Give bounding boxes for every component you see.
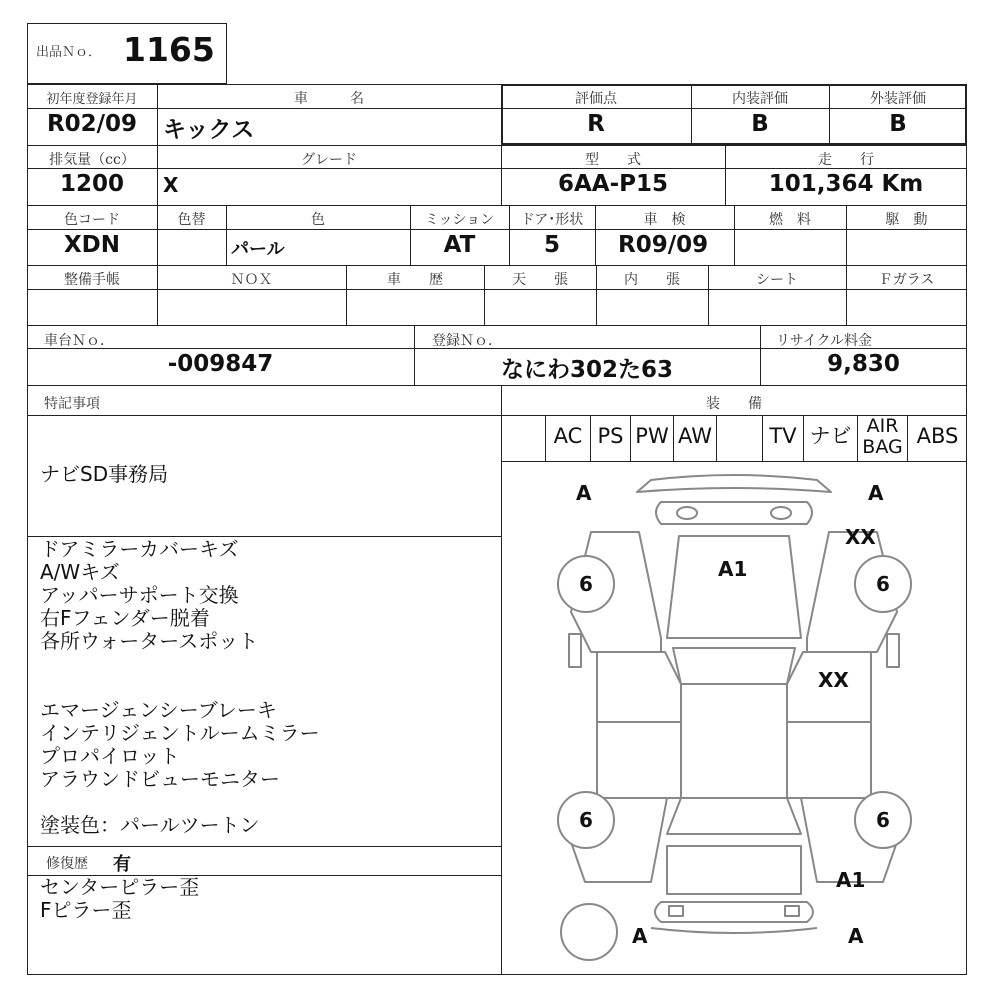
damage-mark: A — [868, 481, 884, 505]
equipment-cell — [630, 415, 673, 461]
notes-line: アラウンドビューモニター — [40, 767, 280, 791]
equipment-item: TV — [769, 424, 797, 448]
first-reg-label: 初年度登録年月 — [46, 92, 138, 107]
front-emblem-left — [677, 507, 697, 519]
equipment-item: AIR BAG — [862, 415, 903, 458]
equipment-cell — [545, 415, 590, 461]
equipment-cell — [762, 415, 803, 461]
equipment-item: PS — [597, 424, 624, 448]
equipment-item: PW — [635, 424, 669, 448]
damage-mark: A — [848, 924, 864, 948]
recycle-label: リサイクル料金 — [776, 333, 873, 349]
notes-label: 特記事項 — [44, 396, 100, 412]
fglass-label: Ｆガラス — [878, 272, 935, 288]
right-rear-door — [787, 722, 871, 798]
notes-top: ナビSD事務局 — [40, 462, 169, 486]
mileage-value: 101,364 Km — [768, 171, 924, 197]
notes-line: インテリジェントルームミラー — [40, 721, 320, 745]
windshield-outline — [673, 648, 795, 684]
grade-value: X — [163, 173, 179, 197]
seat-label: シート — [756, 272, 798, 288]
history-label: 車 歴 — [387, 272, 443, 288]
right-mirror — [887, 634, 899, 667]
rear-window — [667, 798, 801, 834]
car-name-label: 車 名 — [294, 91, 364, 107]
grade-score-value: R — [587, 111, 605, 137]
damage-mark: A — [576, 481, 592, 505]
equipment-item: ナビ — [809, 424, 852, 448]
damage-mark: A1 — [718, 557, 748, 581]
color-value: パール — [231, 239, 285, 260]
color-label: 色 — [311, 212, 325, 228]
notes-line — [40, 653, 320, 676]
equipment-item: ABS — [916, 424, 959, 448]
lot-box — [27, 23, 227, 84]
repair-value: 有 — [113, 854, 131, 875]
front-grille-outline — [656, 502, 812, 524]
repair-line: センターピラー歪 — [40, 875, 200, 899]
notes-line — [40, 791, 320, 814]
trunk-outline — [667, 846, 801, 894]
notes-line: アッパーサポート交換 — [40, 583, 239, 607]
interior-label: 内装評価 — [732, 91, 788, 107]
exterior-label: 外装評価 — [870, 91, 926, 107]
tire-front-right: 6 — [854, 555, 912, 613]
roof-label: 天 張 — [512, 272, 568, 288]
grade-score-label: 評価点 — [575, 91, 617, 107]
equipment-label: 装 備 — [706, 396, 762, 412]
tire-rear-right: 6 — [854, 791, 912, 849]
equipment-cell — [907, 415, 967, 461]
notes-list — [40, 538, 320, 837]
chassis-value: -009847 — [167, 351, 274, 377]
notes-line: エマージェンシーブレーキ — [40, 698, 277, 722]
displacement-value: 1200 — [59, 171, 124, 197]
notes-line — [40, 676, 320, 699]
mission-value: AT — [443, 232, 476, 258]
model-label: 型 式 — [585, 152, 641, 168]
damage-mark: A — [632, 924, 648, 948]
mileage-label: 走 行 — [818, 152, 874, 168]
repair-label: 修復歴 — [46, 856, 88, 872]
repair-list — [40, 876, 199, 922]
tire-rear-left: 6 — [557, 791, 615, 849]
color-code-value: XDN — [63, 232, 121, 258]
equipment-cell — [590, 415, 630, 461]
front-bumper-outline — [637, 475, 831, 492]
damage-mark: A1 — [836, 868, 866, 892]
notes-line: A/Wキズ — [40, 560, 120, 584]
car-name-value: キックス — [163, 117, 255, 143]
spare-tire — [561, 904, 617, 960]
left-front-door — [597, 652, 681, 722]
door-value: 5 — [543, 232, 560, 258]
equipment-cell — [857, 415, 907, 461]
inspection-label: 車 検 — [643, 212, 686, 228]
model-value: 6AA-P15 — [557, 171, 668, 197]
color-code-label: 色コード — [64, 212, 120, 228]
recycle-value: 9,830 — [827, 351, 900, 377]
nox-label: ＮＯＸ — [230, 272, 273, 288]
notes-line: ドアミラーカバーキズ — [40, 537, 239, 561]
equipment-item: AC — [553, 424, 583, 448]
maintenance-label: 整備手帳 — [64, 272, 120, 288]
mission-label: ミッション — [424, 212, 495, 228]
first-reg-value: R02/09 — [46, 111, 138, 137]
grade-label: グレード — [301, 152, 357, 168]
interior-value: B — [751, 111, 769, 137]
notes-line: プロパイロット — [40, 744, 180, 768]
inner-label: 内 張 — [624, 272, 680, 288]
chassis-label: 車台Ｎｏ． — [44, 333, 114, 349]
equipment-cell — [716, 415, 762, 461]
car-damage-diagram — [501, 462, 967, 974]
damage-mark: XX — [845, 525, 876, 549]
repair-line: Fピラー歪 — [40, 898, 132, 922]
door-label: ドア･形状 — [520, 212, 584, 228]
rear-lower-bumper — [651, 928, 817, 933]
lot-number: 1165 — [123, 30, 215, 69]
reg-no-label: 登録Ｎｏ． — [432, 333, 502, 349]
equipment-cell — [803, 415, 857, 461]
displacement-label: 排気量（cc） — [49, 152, 135, 168]
tire-front-left: 6 — [557, 555, 615, 613]
equipment-cell — [673, 415, 716, 461]
notes-line: 右Fフェンダー脱着 — [40, 606, 210, 630]
equipment-item: AW — [678, 424, 712, 448]
notes-line: 各所ウォータースポット — [40, 629, 259, 653]
equipment-cell — [501, 415, 545, 461]
roof-outline — [681, 684, 787, 798]
damage-mark: XX — [818, 668, 849, 692]
front-emblem-right — [771, 507, 791, 519]
rear-plate-right — [785, 906, 799, 916]
color-change-label: 色替 — [177, 212, 206, 228]
reg-no-value: なにわ302た63 — [500, 357, 674, 383]
lot-label: 出品Ｎｏ． — [36, 45, 102, 60]
hood-outline — [667, 536, 801, 638]
inspection-value: R09/09 — [618, 232, 709, 258]
left-mirror — [569, 634, 581, 667]
rear-plate-left — [669, 906, 683, 916]
drive-label: 駆 動 — [885, 212, 928, 228]
notes-line: 塗装色：パールツートン — [40, 813, 260, 837]
left-rear-door — [597, 722, 681, 798]
fuel-label: 燃 料 — [769, 212, 811, 228]
exterior-value: B — [889, 111, 907, 137]
